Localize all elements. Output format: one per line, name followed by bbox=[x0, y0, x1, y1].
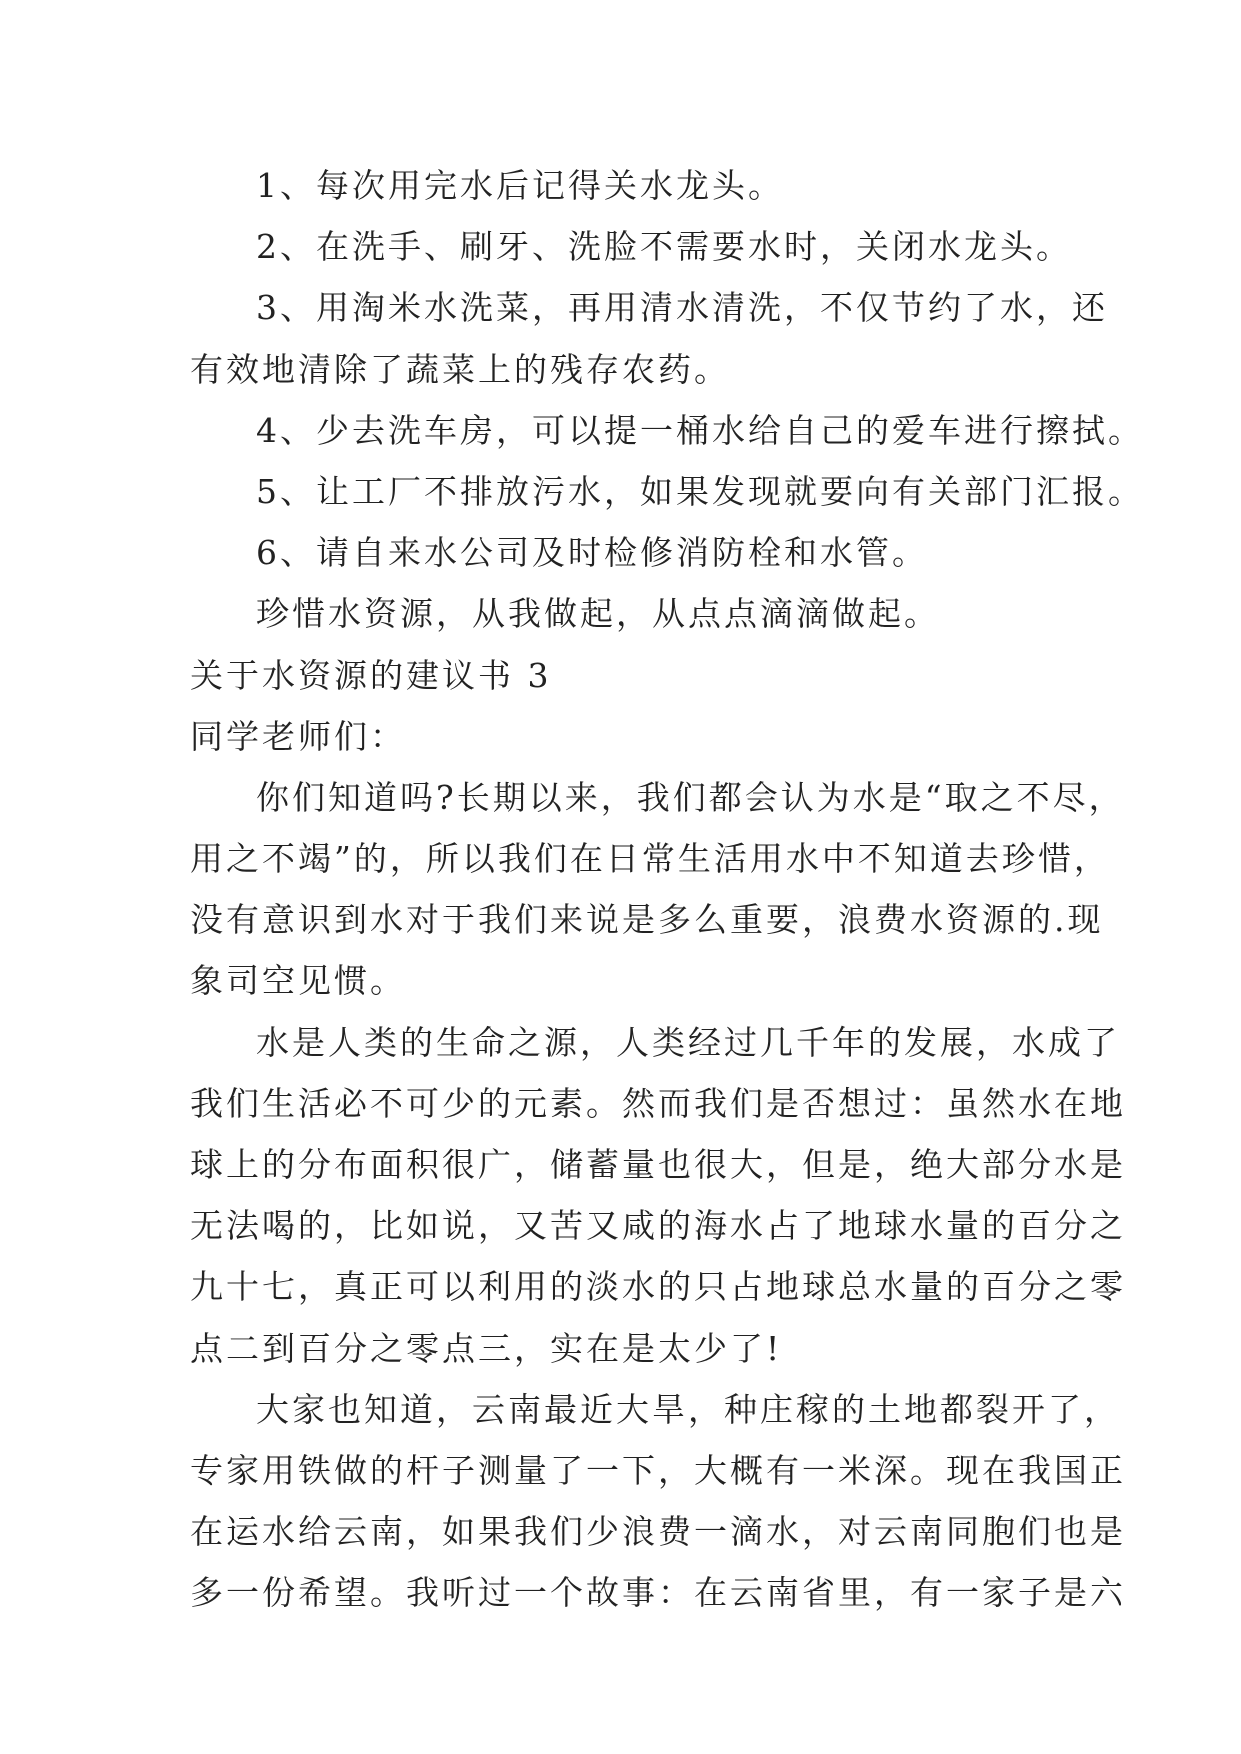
paragraph-line: 无法喝的，比如说，又苦又咸的海水占了地球水量的百分之 bbox=[190, 1206, 1126, 1246]
paragraph-line: 用之不竭”的，所以我们在日常生活用水中不知道去珍惜， bbox=[190, 839, 1110, 879]
paragraph-line: 象司空见惯。 bbox=[190, 961, 406, 1001]
list-item-5: 5、让工厂不排放污水，如果发现就要向有关部门汇报。 bbox=[256, 471, 1144, 511]
list-item-1: 1、每次用完水后记得关水龙头。 bbox=[256, 166, 784, 205]
paragraph-line: 点二到百分之零点三，实在是太少了! bbox=[190, 1328, 783, 1368]
closing-slogan: 珍惜水资源，从我做起，从点点滴滴做起。 bbox=[256, 594, 940, 634]
paragraph-line: 大家也知道，云南最近大旱，种庄稼的土地都裂开了， bbox=[256, 1389, 1120, 1429]
paragraph-line: 我们生活必不可少的元素。然而我们是否想过：虽然水在地 bbox=[190, 1083, 1126, 1123]
paragraph-line: 九十七，真正可以利用的淡水的只占地球总水量的百分之零 bbox=[190, 1267, 1126, 1307]
list-item-2: 2、在洗手、刷牙、洗脸不需要水时，关闭水龙头。 bbox=[256, 227, 1072, 267]
list-item-3-continuation: 有效地清除了蔬菜上的残存农药。 bbox=[190, 349, 730, 389]
paragraph-line: 多一份希望。我听过一个故事：在云南省里，有一家子是六 bbox=[190, 1573, 1126, 1613]
section-heading: 关于水资源的建议书 3 bbox=[190, 655, 552, 695]
paragraph-line: 水是人类的生命之源，人类经过几千年的发展，水成了 bbox=[256, 1022, 1120, 1062]
paragraph-line: 专家用铁做的杆子测量了一下，大概有一米深。现在我国正 bbox=[190, 1450, 1126, 1490]
list-item-3: 3、用淘米水洗菜，再用清水清洗，不仅节约了水，还 bbox=[256, 288, 1108, 328]
list-item-4: 4、少去洗车房，可以提一桶水给自己的爱车进行擦拭。 bbox=[256, 410, 1144, 450]
paragraph-line: 球上的分布面积很广，储蓄量也很大，但是，绝大部分水是 bbox=[190, 1145, 1126, 1184]
document-body bbox=[190, 155, 1144, 1624]
list-item-6: 6、请自来水公司及时检修消防栓和水管。 bbox=[256, 533, 928, 573]
paragraph-line: 在运水给云南，如果我们少浪费一滴水，对云南同胞们也是 bbox=[190, 1512, 1126, 1552]
paragraph-line: 你们知道吗?长期以来，我们都会认为水是“取之不尽， bbox=[256, 777, 1125, 817]
salutation: 同学老师们： bbox=[190, 716, 406, 756]
paragraph-line: 没有意识到水对于我们来说是多么重要，浪费水资源的.现 bbox=[190, 900, 1104, 940]
